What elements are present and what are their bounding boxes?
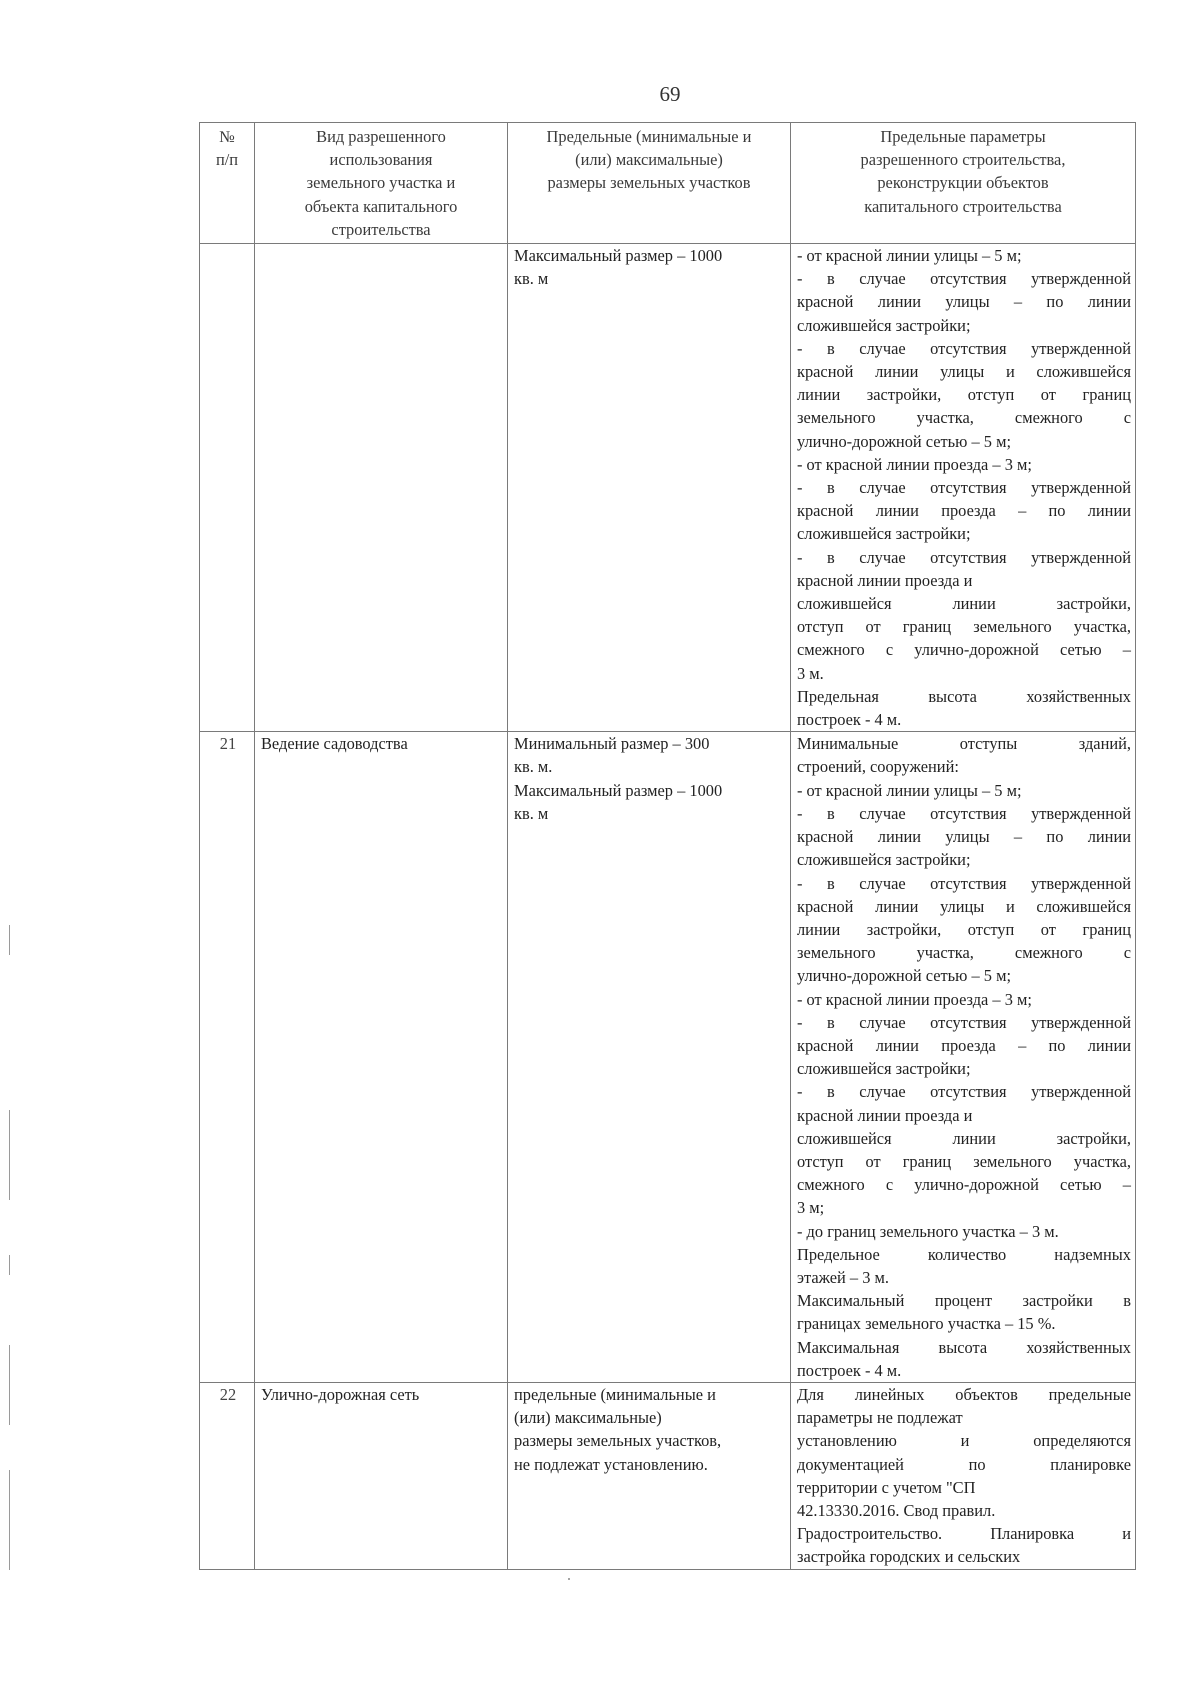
row-params [791,1382,1136,1569]
param-line: - до границ земельного участка – 3 м. [797,1221,1059,1241]
param-line: установлению и определяются [797,1431,1131,1451]
size-line: размеры земельных участков, [514,1431,722,1451]
size-line: Максимальный размер – 1000 [514,246,723,266]
row-number: 22 [200,1382,255,1569]
param-line: сложившейся застройки; [797,850,971,870]
param-line: Максимальная высота хозяйственных [797,1337,1131,1357]
param-line: 42.13330.2016. Свод правил. [797,1500,996,1520]
param-line: - в случае отсутствия утвержденной [797,1012,1131,1032]
table-row [200,732,1136,1383]
row-number: 21 [200,732,255,1383]
size-line: не подлежат установлению. [514,1454,708,1474]
param-line: - в случае отсутствия утвержденной [797,478,1131,498]
scan-margin-mark [9,1255,10,1275]
scan-margin-mark [9,925,10,955]
row-number [200,244,255,732]
param-line: смежного с улично-дорожной сетью – [797,1175,1131,1195]
param-line: построек - 4 м. [797,1360,902,1380]
param-line: земельного участка, смежного с [797,943,1131,963]
scan-margin-mark [9,1470,10,1570]
param-line: - в случае отсутствия утвержденной [797,547,1131,567]
param-line: линии застройки, отступ от границ [797,919,1131,939]
param-line: линии застройки, отступ от границ [797,385,1131,405]
table-row [200,1382,1136,1569]
regulations-table [199,122,1136,1570]
table-header-row [200,123,1136,244]
param-line: - в случае отсутствия утвержденной [797,338,1131,358]
row-params [791,244,1136,732]
param-line: сложившейся застройки; [797,315,971,335]
param-line: сложившейся линии застройки, [797,594,1131,614]
row-kind: Ведение садоводства [255,732,508,1383]
param-line: параметры не подлежат [797,1408,963,1428]
param-line: красной линии проезда и [797,1105,973,1125]
param-line: - от красной линии проезда – 3 м; [797,454,1032,474]
size-line: Максимальный размер – 1000 [514,780,723,800]
param-line: - в случае отсутствия утвержденной [797,803,1131,823]
size-line: кв. м. [514,757,553,777]
size-line: (или) максимальные) [514,1408,662,1428]
param-line: смежного с улично-дорожной сетью – [797,640,1131,660]
param-line: отступ от границ земельного участка, [797,1151,1131,1171]
param-line: 3 м. [797,663,824,683]
header-land-use-kind: Вид разрешенного использования земельного участка и объекта капитального строительства [255,123,508,244]
param-line: красной линии улицы и сложившейся [797,896,1131,916]
param-line: земельного участка, смежного с [797,408,1131,428]
param-line: строений, сооружений: [797,757,959,777]
param-line: Градостроительство. Планировка и [797,1524,1131,1544]
param-line: Предельное количество надземных [797,1244,1131,1264]
param-line: красной линии проезда – по линии [797,1035,1131,1055]
param-line: красной линии улицы – по линии [797,827,1131,847]
header-number: № п/п [200,123,255,244]
param-line: этажей – 3 м. [797,1267,889,1287]
param-line: границах земельного участка – 15 %. [797,1314,1056,1334]
row-sizes [508,244,791,732]
param-line: красной линии проезда – по линии [797,501,1131,521]
param-line: сложившейся застройки; [797,1059,971,1079]
table-row [200,244,1136,732]
param-line: Предельная высота хозяйственных [797,686,1131,706]
param-line: Максимальный процент застройки в [797,1291,1131,1311]
row-params [791,732,1136,1383]
param-line: - в случае отсутствия утвержденной [797,1082,1131,1102]
param-line: сложившейся линии застройки, [797,1128,1131,1148]
param-line: Для линейных объектов предельные [797,1384,1131,1404]
param-line: - от красной линии улицы – 5 м; [797,246,1022,266]
header-plot-sizes: Предельные (минимальные и (или) максимальные) размеры земельных участков [508,123,791,244]
param-line: отступ от границ земельного участка, [797,617,1131,637]
scan-margin-mark [9,1345,10,1425]
scan-dot [568,1578,570,1580]
param-line: 3 м; [797,1198,825,1218]
row-sizes [508,1382,791,1569]
param-line: улично-дорожной сетью – 5 м; [797,431,1012,451]
param-line: улично-дорожной сетью – 5 м; [797,966,1012,986]
param-line: красной линии улицы – по линии [797,292,1131,312]
param-line: построек - 4 м. [797,710,902,730]
param-line: красной линии улицы и сложившейся [797,362,1131,382]
row-kind: Улично-дорожная сеть [255,1382,508,1569]
param-line: застройка городских и сельских [797,1547,1021,1567]
size-line: кв. м [514,269,549,289]
row-sizes [508,732,791,1383]
header-construction-params: Предельные параметры разрешенного строительства, реконструкции объектов капитального строительства [791,123,1136,244]
size-line: кв. м [514,803,549,823]
param-line: документацией по планировке [797,1454,1131,1474]
param-line: - в случае отсутствия утвержденной [797,873,1131,893]
param-line: - от красной линии проезда – 3 м; [797,989,1032,1009]
row-kind [255,244,508,732]
param-line: красной линии проезда и [797,570,973,590]
param-line: сложившейся застройки; [797,524,971,544]
param-line: - от красной линии улицы – 5 м; [797,780,1022,800]
param-line: - в случае отсутствия утвержденной [797,269,1131,289]
size-line: Минимальный размер – 300 [514,734,710,754]
page-number: 69 [659,82,681,106]
param-line: территории с учетом "СП [797,1477,976,1497]
param-line: Минимальные отступы зданий, [797,734,1131,754]
size-line: предельные (минимальные и [514,1384,716,1404]
scan-margin-mark [9,1110,10,1200]
